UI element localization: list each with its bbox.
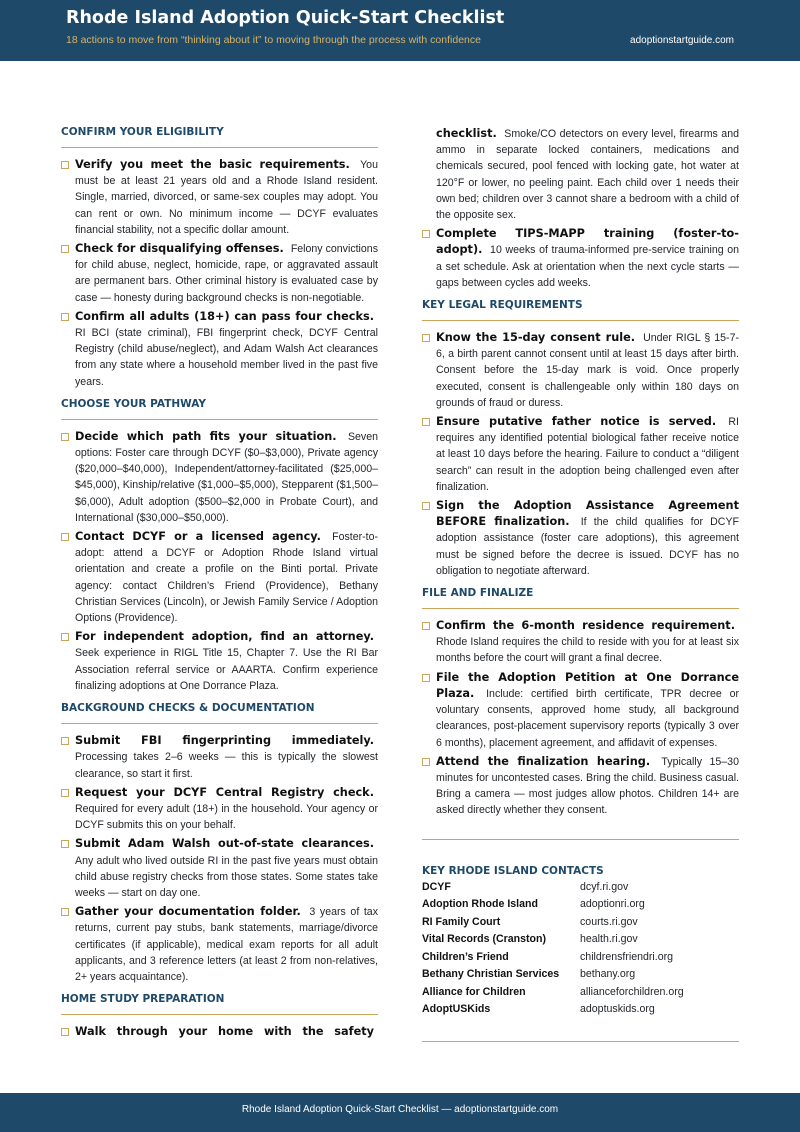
contact-row (422, 879, 739, 897)
item-title: Confirm the 6-month residence requirement. (436, 619, 735, 633)
checklist-item (61, 157, 378, 238)
item-title: Submit FBI fingerprinting immediately. (75, 734, 374, 748)
contact-row (422, 931, 739, 949)
checklist-item (61, 785, 378, 834)
item-title: Walk through your home with the safety (75, 1025, 374, 1039)
contact-url[interactable]: bethany.org (580, 968, 636, 981)
item-title: Verify you meet the basic requirements. (75, 158, 350, 171)
item-title: Ensure putative father notice is served. (436, 415, 717, 429)
contact-name: RI Family Court (422, 915, 501, 928)
contact-url[interactable]: childrensfriendri.org (580, 950, 674, 963)
item-text: Required for every adult (18+) in the household. Your agency or DCYF submits this on your behalf. (75, 802, 378, 832)
checkbox[interactable] (422, 674, 430, 682)
checkbox[interactable] (61, 789, 69, 797)
checkbox[interactable] (422, 418, 430, 426)
item-title: Gather your documentation folder. (75, 905, 301, 919)
contact-row (422, 966, 739, 984)
section-legal (422, 299, 739, 579)
item-text: 10 weeks of trauma-informed pre-service training on a set schedule. Ask at orientation when the next cycle starts — gaps between cycles add weeks. (436, 244, 739, 289)
checklist-item (422, 414, 739, 495)
checkbox[interactable] (422, 230, 430, 238)
contact-url[interactable]: adoptuskids.org (580, 1003, 655, 1016)
checkbox[interactable] (422, 502, 430, 510)
checklist-item (61, 429, 378, 526)
checklist-item (61, 309, 378, 390)
item-text: 3 years of tax returns, current pay stubs, bank statements, marriage/divorce certificates (if applicable), medical exam reports for all adult applicants, and 3 reference letters (at least 2 from non-relatives, 2+ years acquaintance). (75, 906, 378, 983)
contact-url[interactable]: adoptionri.org (580, 898, 645, 911)
item-title: checklist. (436, 127, 497, 140)
item-text: Typically 15–30 minutes for uncontested cases. Bring the child. Business casual. Bring a camera — most judges allow photos. Children 14+ are asked directly whether they consent. (436, 755, 739, 817)
checklist-item (61, 904, 378, 985)
item-text: Smoke/CO detectors on every level, firearms and ammo in separate locked containers, medications and chemicals secured, pool fenced with locking gate, hot water at 120°F or lower, no peeling paint. Each child over 1 needs their own bed; children over 3 cannot share a bedroom with a child of the opposite sex. (436, 128, 739, 222)
checkbox[interactable] (422, 622, 430, 630)
checklist-item (422, 226, 739, 291)
contact-name: Adoption Rhode Island (422, 898, 538, 911)
item-text: If the child qualifies for DCYF adoption assistance (foster care adoptions), this agreement must be signed before the decree is issued. DCYF has no obligation to negotiate afterward. (436, 516, 739, 577)
divider (422, 839, 739, 840)
item-title: Submit Adam Walsh out-of-state clearances. (75, 837, 374, 851)
item-text: Any adult who lived outside RI in the past five years must obtain child abuse registry checks from those states. Some states take weeks — start on day one. (75, 854, 378, 899)
page-footer (0, 1093, 800, 1132)
contact-url[interactable]: health.ri.gov (580, 933, 638, 946)
item-title: Contact DCYF or a licensed agency. (75, 530, 321, 544)
item-title: Confirm all adults (18+) can pass four checks. (75, 309, 374, 323)
checklist-item (61, 836, 378, 901)
section-heading: KEY LEGAL REQUIREMENTS (422, 299, 739, 321)
checkbox[interactable] (61, 245, 69, 253)
item-text: Felony convictions for child abuse, neglect, homicide, rape, or aggravated assault are permanent bars. Other criminal history is evaluated case by case — honesty during background checks is non-negotiable. (75, 243, 378, 304)
contact-name: Vital Records (Cranston) (422, 933, 547, 946)
item-text: Seek experience in RIGL Title 15, Chapter 7. Use the RI Bar Association referral service or AAARTA. Confirm experience finalizing adoptions at One Dorrance Plaza. (75, 647, 378, 692)
contact-url[interactable]: dcyf.ri.gov (580, 880, 629, 893)
checkbox[interactable] (61, 313, 69, 321)
checklist-item (422, 754, 739, 819)
contact-row (422, 914, 739, 932)
item-text: Under RIGL § 15-7-6, a birth parent cannot consent until at least 15 days after birth. Consent before the 15-day mark is void. Once properly executed, consent is challengeable only within 180 days on grounds of fraud or duress. (436, 332, 739, 409)
item-title: Sign the Adoption Assistance Agreement BEFORE finalization. (436, 499, 739, 529)
section-heading: FILE AND FINALIZE (422, 587, 739, 609)
checklist-item-continued (422, 126, 739, 223)
checklist-item (61, 1024, 378, 1040)
section-pathway (61, 398, 378, 694)
item-title: Complete TIPS-MAPP training (foster-to-adopt). (436, 227, 739, 257)
contacts-block (422, 865, 739, 1019)
item-title: Request your DCYF Central Registry check. (75, 785, 374, 799)
checklist-item (61, 241, 378, 306)
item-text: You must be at least 21 years old and a Rhode Island resident. Single, married, divorced, or same-sex couples may adopt. You can rent or own. No minimum income — DCYF evaluates financial stability, not a specific dollar amount. (75, 159, 378, 236)
item-title: Check for disqualifying offenses. (75, 242, 284, 256)
item-title: Attend the finalization hearing. (436, 754, 651, 768)
contact-name: Bethany Christian Services (422, 968, 560, 981)
contact-row (422, 984, 739, 1002)
section-heading: CHOOSE YOUR PATHWAY (61, 398, 378, 420)
checkbox[interactable] (422, 334, 430, 342)
contact-row (422, 949, 739, 967)
checkbox[interactable] (61, 161, 69, 169)
item-title: Decide which path fits your situation. (75, 429, 337, 443)
checklist-item (422, 670, 739, 751)
contact-name: DCYF (422, 880, 451, 893)
section-home-study (61, 993, 378, 1040)
page-subtitle: 18 actions to move from “thinking about it” to moving through the process with confidence (66, 34, 481, 46)
checkbox[interactable] (61, 533, 69, 541)
section-heading: CONFIRM YOUR ELIGIBILITY (61, 126, 378, 148)
checkbox[interactable] (61, 840, 69, 848)
item-text: Foster-to-adopt: attend a DCYF or Adoption Rhode Island virtual orientation and create a profile on the Binti portal. Private agency: contact Children’s Friend (Providence), Bethany Christian Services (Lincoln), or Jewish Family Service / Adoption Options (Providence). (75, 531, 379, 625)
section-heading: BACKGROUND CHECKS & DOCUMENTATION (61, 702, 378, 724)
right-column (422, 126, 739, 1042)
checklist-item (422, 330, 739, 411)
page-header (0, 0, 800, 61)
checklist-item (61, 529, 378, 626)
checklist-item (61, 629, 378, 694)
checkbox[interactable] (61, 1028, 69, 1036)
item-text: Processing takes 2–6 weeks — this is typically the slowest clearance, so start it first. (75, 751, 378, 780)
contact-name: Alliance for Children (422, 985, 526, 998)
checklist-item (422, 498, 739, 579)
section-eligibility (61, 126, 378, 390)
item-text: Rhode Island requires the child to reside with you for at least six months before the court will grant a final decree. (436, 636, 739, 665)
section-background-checks (61, 702, 378, 985)
item-text: RI requires any identified potential biological father receive notice at least 10 days before the hearing. Failure to conduct a “diligent search” can result in the adoption being challenged even after finalization. (436, 416, 739, 493)
item-title: File the Adoption Petition at One Dorrance Plaza. (436, 670, 739, 700)
header-site-link[interactable]: adoptionstartguide.com (630, 35, 734, 46)
contact-row (422, 1001, 739, 1019)
left-column (61, 126, 378, 1043)
footer-text: Rhode Island Adoption Quick-Start Checklist — adoptionstartguide.com (241, 1104, 559, 1115)
item-text: RI BCI (state criminal), FBI fingerprint check, DCYF Central Registry (child abuse/neglect), and Adam Walsh Act clearances from any state where a household member lived in the past five years. (75, 327, 378, 388)
item-title: Know the 15-day consent rule. (436, 331, 636, 345)
checklist-item (422, 618, 739, 667)
page-title: Rhode Island Adoption Quick-Start Checklist (66, 8, 505, 28)
item-title: For independent adoption, find an attorney. (75, 630, 374, 644)
section-file-finalize (422, 587, 739, 818)
contact-name: AdoptUSKids (422, 1003, 491, 1016)
contact-name: Children’s Friend (422, 950, 509, 963)
item-text: Include: certified birth certificate, TPR decree or voluntary consents, approved home study, all background clearances, post-placement supervisory reports (typically 3 over 6 months), placement agreement, and affidavit of expenses. (436, 687, 739, 749)
checkbox[interactable] (61, 433, 69, 441)
checkbox[interactable] (61, 737, 69, 745)
checklist-item (61, 733, 378, 782)
item-text: Seven options: Foster care through DCYF ($0–$3,000), Private agency ($20,000–$40,000), Independent/attorney-facilitated ($25,000–$45,000), Kinship/relative ($1,000–$5,000), Stepparent ($1,500–$6,000), Adult adoption ($500–$2,000 in Probate Court), and International ($30,000–$50,000). (75, 430, 378, 524)
contact-url[interactable]: courts.ri.gov (580, 915, 638, 928)
contact-url[interactable]: allianceforchildren.org (580, 985, 684, 998)
checkbox[interactable] (61, 633, 69, 641)
checkbox[interactable] (422, 758, 430, 766)
checkbox[interactable] (61, 908, 69, 916)
section-heading: HOME STUDY PREPARATION (61, 993, 378, 1015)
contact-row (422, 896, 739, 914)
contacts-heading: KEY RHODE ISLAND CONTACTS (422, 864, 604, 877)
divider (422, 1041, 739, 1042)
